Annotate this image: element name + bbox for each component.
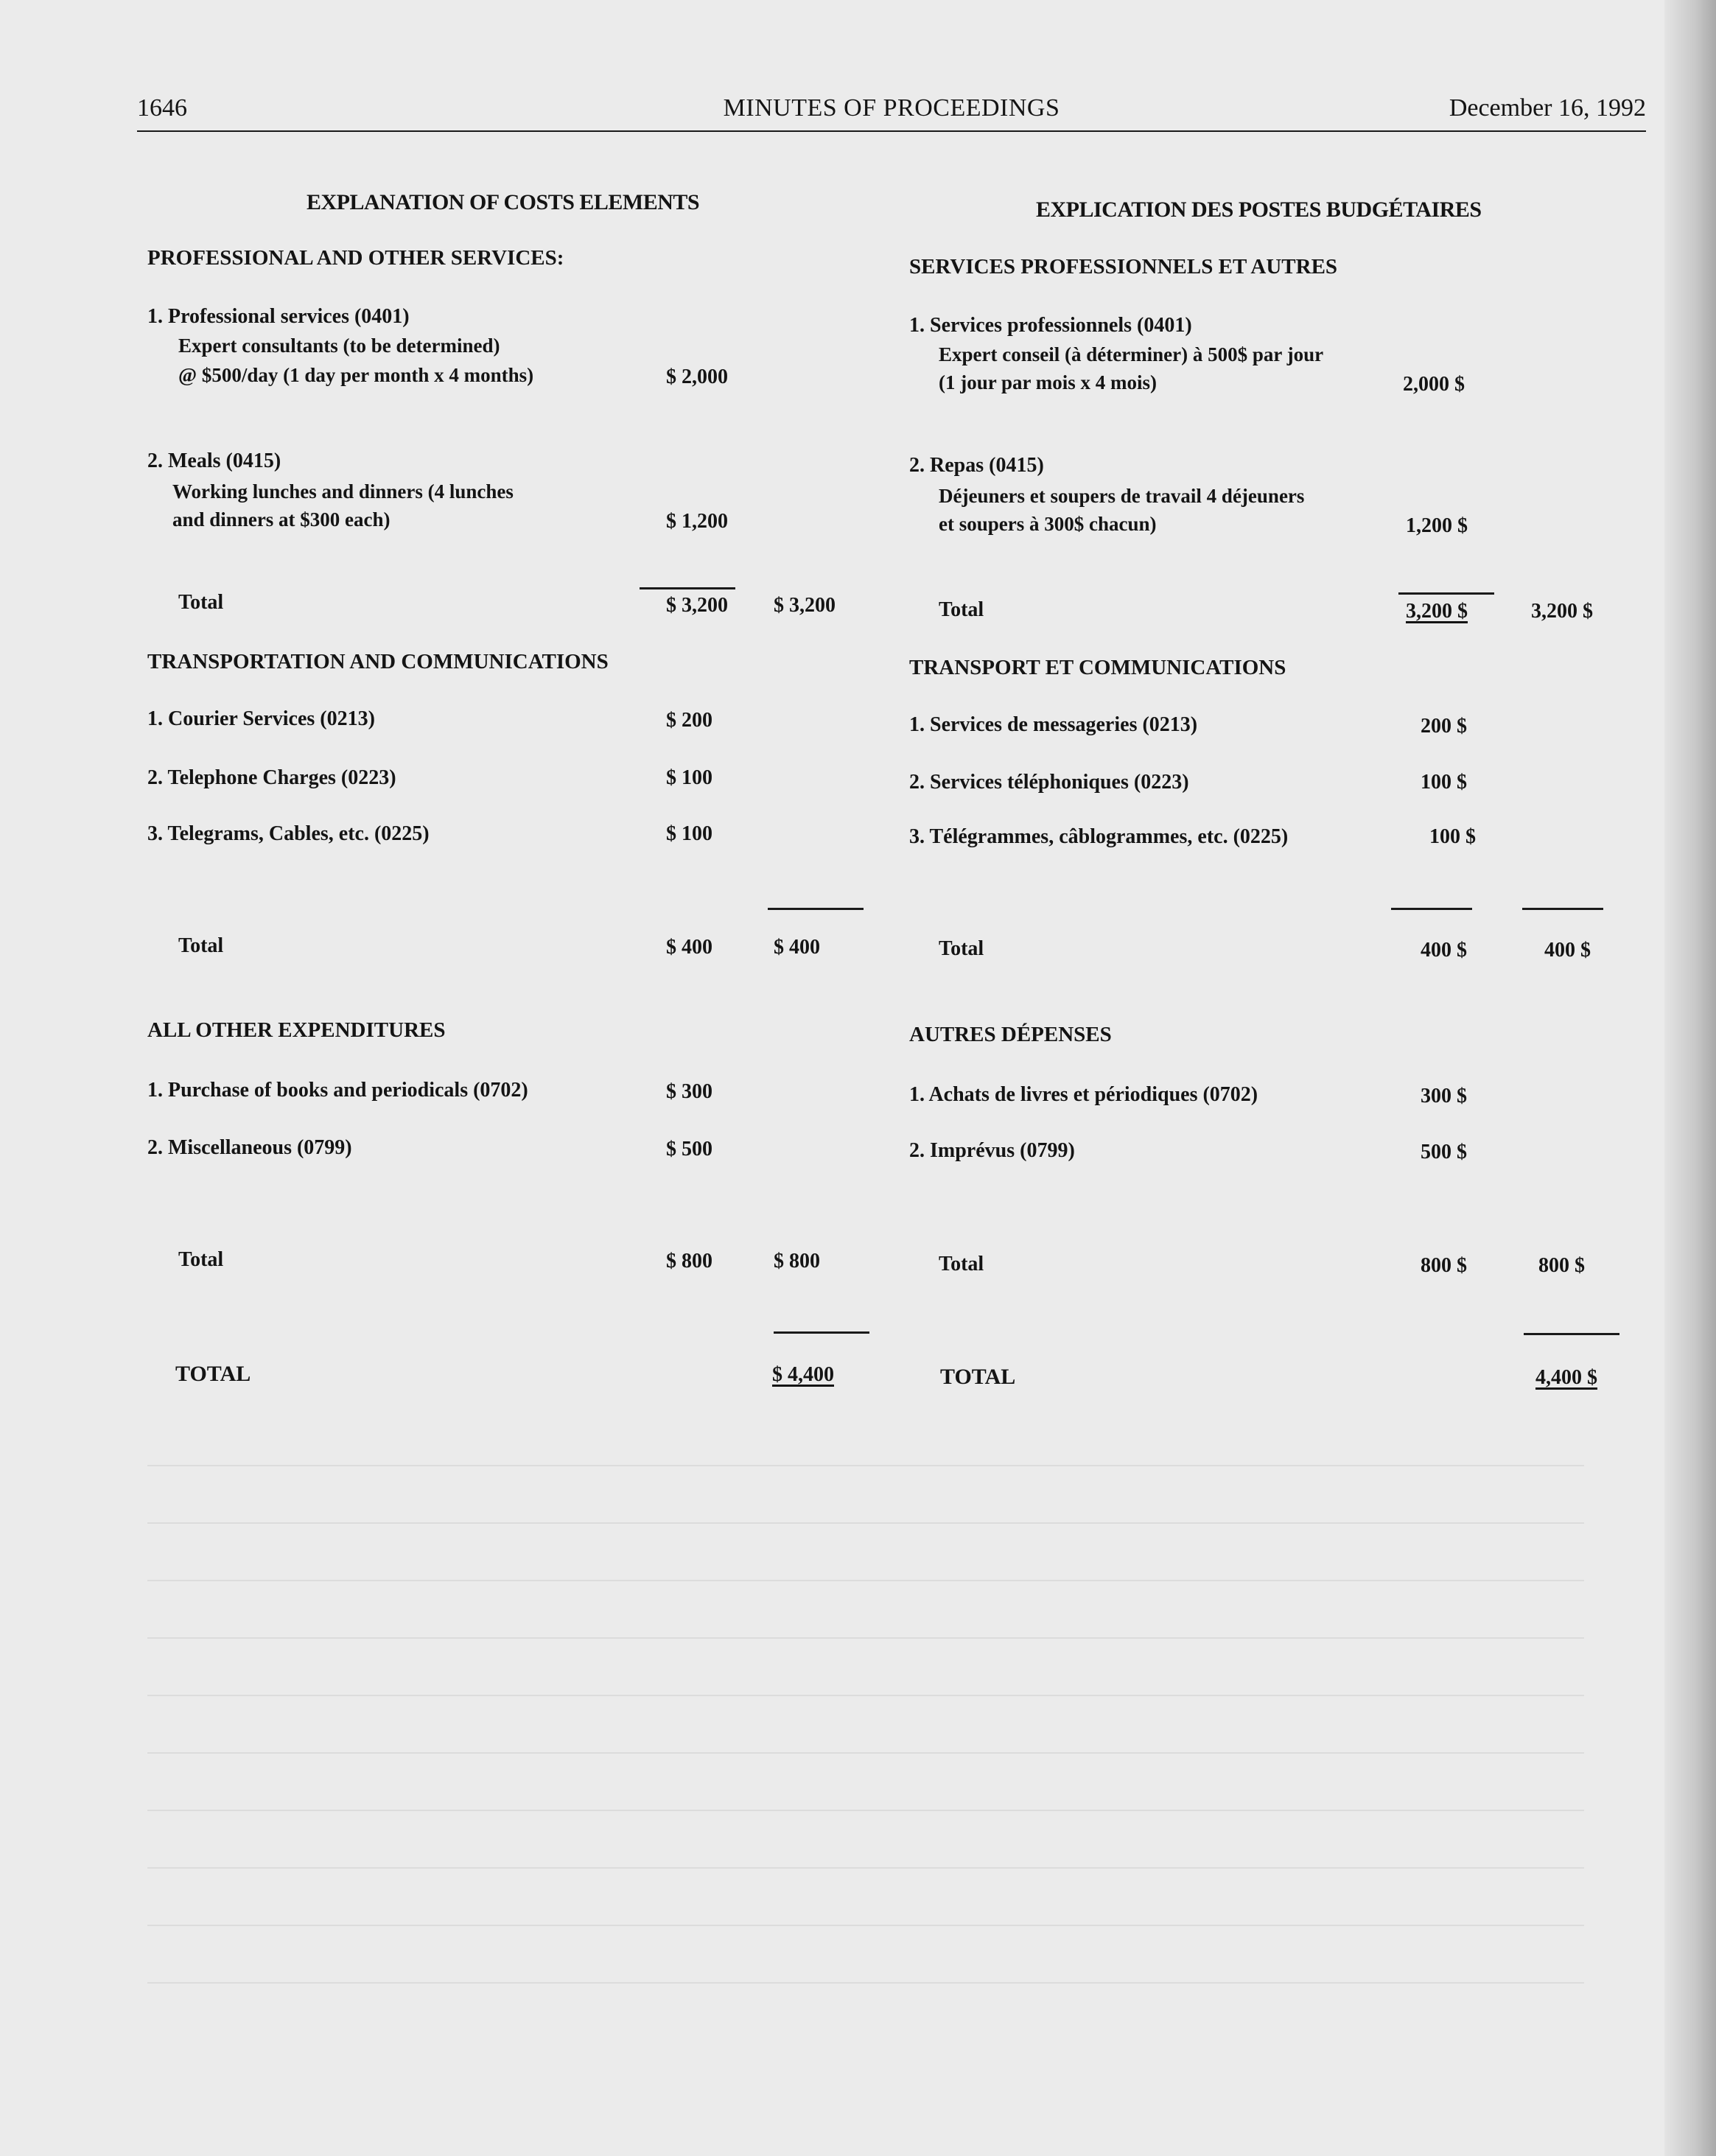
item-title: 2. Telephone Charges (0223) (147, 766, 396, 789)
total-label: Total (939, 1253, 984, 1275)
total-amount: 400 $ (1421, 939, 1467, 962)
item-amount: 300 $ (1421, 1085, 1467, 1107)
item-amount: 1,200 $ (1406, 514, 1468, 537)
item-description: and dinners at $300 each) (172, 508, 391, 531)
column-title: EXPLICATION DES POSTES BUDGÉTAIRES (1036, 197, 1482, 222)
total-amount: $ 3,200 (666, 594, 728, 617)
subtotal-rule (640, 587, 735, 589)
grand-total-label: TOTAL (175, 1362, 251, 1386)
total-amount-sum: $ 800 (774, 1250, 820, 1273)
total-amount-sum: 800 $ (1538, 1254, 1585, 1277)
item-description: Working lunches and dinners (4 lunches (172, 480, 514, 503)
total-amount: $ 800 (666, 1250, 712, 1273)
page-running-title: MINUTES OF PROCEEDINGS (723, 94, 1060, 122)
total-amount: 800 $ (1421, 1254, 1467, 1277)
item-title: 1. Services de messageries (0213) (909, 713, 1198, 736)
item-amount: $ 500 (666, 1138, 712, 1161)
item-description: Déjeuners et soupers de travail 4 déjeuners (939, 485, 1305, 507)
french-column (900, 0, 1637, 2156)
total-amount: 3,200 $ (1406, 600, 1468, 623)
item-amount: $ 2,000 (666, 365, 728, 388)
total-amount-sum: $ 400 (774, 936, 820, 959)
total-amount-sum: $ 3,200 (774, 594, 836, 617)
item-description: et soupers à 300$ chacun) (939, 513, 1157, 535)
item-title: 2. Repas (0415) (909, 454, 1044, 477)
total-amount: $ 400 (666, 936, 712, 959)
page-edge-shadow (1664, 0, 1716, 2156)
item-title: 1. Achats de livres et périodiques (0702) (909, 1083, 1258, 1106)
grand-total-amount: 4,400 $ (1535, 1366, 1597, 1389)
grand-total-label: TOTAL (940, 1365, 1016, 1389)
item-amount: 100 $ (1421, 771, 1467, 794)
section-heading-professional: PROFESSIONAL AND OTHER SERVICES: (147, 246, 564, 270)
item-title: 3. Télégrammes, câblogrammes, etc. (0225) (909, 825, 1289, 848)
total-label: Total (178, 591, 224, 614)
total-label: Total (939, 937, 984, 960)
total-label: Total (939, 598, 984, 621)
grand-total-rule (1524, 1333, 1619, 1335)
section-heading-other: ALL OTHER EXPENDITURES (147, 1018, 446, 1042)
section-heading-professional: SERVICES PROFESSIONNELS ET AUTRES (909, 255, 1338, 279)
grand-total-amount: $ 4,400 (772, 1363, 834, 1386)
item-amount: $ 100 (666, 822, 712, 845)
total-amount-sum: 3,200 $ (1531, 600, 1593, 623)
total-label: Total (178, 934, 224, 957)
item-description: @ $500/day (1 day per month x 4 months) (178, 364, 534, 386)
page-number: 1646 (137, 94, 187, 122)
section-heading-transport: TRANSPORT ET COMMUNICATIONS (909, 656, 1286, 679)
total-label: Total (178, 1248, 224, 1271)
item-title: 3. Telegrams, Cables, etc. (0225) (147, 822, 430, 845)
item-amount: 100 $ (1429, 825, 1476, 848)
column-title: EXPLANATION OF COSTS ELEMENTS (307, 190, 700, 214)
section-heading-other: AUTRES DÉPENSES (909, 1023, 1112, 1046)
item-title: 1. Courier Services (0213) (147, 707, 375, 730)
item-description: Expert consultants (to be determined) (178, 335, 500, 357)
item-amount: $ 300 (666, 1080, 712, 1103)
total-amount-sum: 400 $ (1544, 939, 1591, 962)
item-title: 1. Purchase of books and periodicals (0702) (147, 1079, 528, 1102)
page-date: December 16, 1992 (1449, 94, 1646, 122)
english-column (137, 0, 874, 2156)
item-title: 2. Meals (0415) (147, 449, 281, 472)
item-description: (1 jour par mois x 4 mois) (939, 371, 1157, 393)
item-amount: 200 $ (1421, 715, 1467, 738)
item-amount: 2,000 $ (1403, 373, 1465, 396)
section-heading-transport: TRANSPORTATION AND COMMUNICATIONS (147, 650, 609, 673)
item-title: 2. Miscellaneous (0799) (147, 1136, 352, 1159)
item-title: 1. Professional services (0401) (147, 305, 410, 328)
item-amount: 500 $ (1421, 1141, 1467, 1163)
item-title: 2. Services téléphoniques (0223) (909, 771, 1189, 794)
item-amount: $ 200 (666, 709, 712, 732)
subtotal-rule (1391, 908, 1472, 910)
item-amount: $ 1,200 (666, 510, 728, 533)
item-title: 2. Imprévus (0799) (909, 1139, 1075, 1162)
item-title: 1. Services professionnels (0401) (909, 314, 1192, 337)
item-description: Expert conseil (à déterminer) à 500$ par jour (939, 343, 1324, 365)
subtotal-rule (1522, 908, 1603, 910)
subtotal-rule (768, 908, 864, 910)
grand-total-rule (774, 1331, 869, 1334)
item-amount: $ 100 (666, 766, 712, 789)
subtotal-rule (1398, 592, 1494, 595)
